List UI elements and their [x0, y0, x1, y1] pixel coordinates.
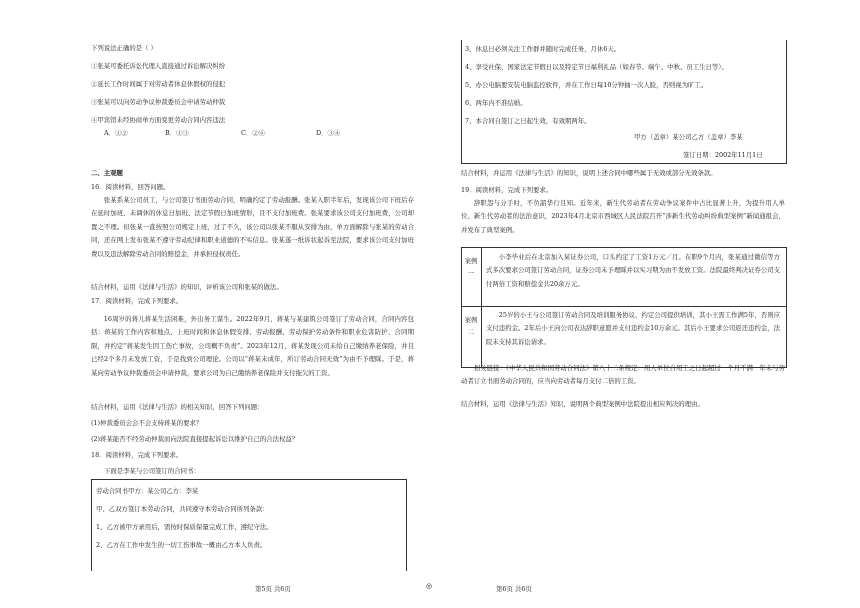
contract-line: 2、乙方在工作中发生的一切工伤事故一概由乙方本人负责。	[96, 541, 267, 549]
option-1: ①张某可委托诉讼代理人直接通过诉讼解决纠纷	[91, 62, 226, 70]
contract-line: 4、享受社保、国家法定节假日以及特定节日福利礼品（如春节、端午、中秋、员工生日等）。	[465, 63, 728, 71]
choice-a: A．①②	[104, 129, 128, 137]
contract-line: 甲、乙双方签订本劳动合同，共同遵守本劳动合同所列条款：	[96, 505, 269, 513]
q17-sub1: (1)仲裁委员会会不会支持蒋某的要求？	[91, 419, 203, 427]
q15-stem: 下列说法正确的是（ ）	[91, 44, 157, 52]
q18-intro: 下面是李某与公司签订的合同书：	[104, 467, 200, 475]
contract-line: 7、本合同自签订之日起生效，有效期两年。	[465, 117, 591, 125]
q16-title: 16．阅读材料，回答问题。	[91, 183, 170, 191]
center-mark: ◎	[426, 582, 433, 590]
contract-line: 3、休息日必须关注工作群并随时完成任务，月休6天。	[465, 45, 621, 53]
q16-material: 张某系某公司员工，与公司签订书面劳动合同，明确约定了劳动报酬。张某入职半年后，发现该公司下班后存在延时加班、未调休的休息日加班、法定节假日加班情形，且不支付加班费。张某要求该公司支付加班费，公司却置之不理。但张某一直按照公司规定上班，过了不久，该公司以张某不服从安排为由，单方面解除与张某的劳动合同，还在网上发布张某不遵守劳动纪律和职业道德的不实信息。张某遂一纸诉状起诉至法院，要求该公司支付加班费以及违法解除劳动合同的赔偿金，并承担侵权责任。	[91, 196, 414, 258]
q17-material: 16周岁的蒋儿蒋某生活困难，外出务工谋生。2022年9月，蒋某与某建筑公司签订了劳动合同，合同内容包括：蒋某的工作内容和地点、上班时间和休息休假安排、劳动报酬、劳动保护劳动条件和职业危害防护、合同期限，并约定“蒋某发生因工伤亡事故，公司概不负责”。2023年12月，蒋某发现公司未给自己缴纳养老保险，并且已经2个多月未发放工资，于是找到公司理论。公司以“蒋某未成年，所订劳动合同无效”为由不予理睬。于是，蒋某向劳动争议仲裁委员会申请仲裁，要求公司为自己缴纳养老保险并支付拖欠的工资。	[91, 315, 414, 377]
option-2: ②延长工作时间属于对劳动者休息休假权的侵犯	[91, 80, 226, 88]
contract-line: 1、乙方被甲方录用后，需按时保质保量完成工作，遵纪守法。	[96, 523, 273, 531]
contract-signature: 甲方（盖章）某公司乙方（盖章）李某	[634, 133, 743, 141]
q18-title: 18．阅读材料，完成下列要求。	[91, 451, 183, 459]
contract-line: 6、两年内不准结婚。	[465, 99, 527, 107]
q17-ask: 结合材料，运用《法律与生活》的相关知识，回答下列问题：	[91, 403, 264, 411]
case2-text: 25岁的小王与公司签订劳动合同及培训服务协议，约定公司提供培训，其小王需工作满5年，否则应支付违约金。2年后小王向公司表达辞职意愿并支付违约金10万余元。其后小王要求公司返还违约金，法院未支持其诉讼请求。	[486, 311, 780, 346]
choice-d: D．③④	[316, 129, 341, 137]
q19-title: 19．阅读材料，完成下列要求。	[461, 186, 553, 194]
choice-b: B．①③	[165, 129, 189, 137]
contract-line: 劳动合同书甲方：某公司乙方：李某	[96, 487, 199, 495]
contract-line: 5、办公电脑要安装电脑监控软件，并在工作日每10分钟抽一次人脸，否则视为旷工。	[465, 81, 708, 89]
q18-ask: 结合材料，并运用《法律与生活》的知识，说明上述合同中哪些属于无效或部分无效条款。	[461, 169, 717, 177]
q19-link: 相关链接：《中华人民共和国劳动合同法》第八十二条规定：用人单位自用工之日起超过一个月不满一年未与劳动者订立书面劳动合同的，应当向劳动者每月支付二倍的工资。	[461, 364, 785, 386]
q17-title: 17．阅读材料，完成下列要求。	[91, 297, 183, 305]
choice-c: C．②④	[241, 129, 266, 137]
contract-date: 签订日期：2002年11月1日	[683, 151, 763, 159]
case1-label: 案例一	[464, 257, 478, 277]
option-3: ③张某可以向劳动争议仲裁委员会申请劳动仲裁	[91, 98, 226, 106]
case2-label: 案例二	[464, 316, 478, 336]
page-number: 第5页 共6页	[255, 585, 291, 593]
section-title: 二、主观题	[91, 169, 123, 177]
case1-text: 小李毕业后在北京加入某证券公司，口头约定了工资1万元／月。在职9个月内，张某通过微信等方式多次要求公司签订劳动合同，证券公司未予理睬并以实习期为由不发放工资。法院最终判决证券公司支付两倍工资和赔偿金共20余万元。	[486, 253, 780, 288]
option-4: ④甲宾馆未经协商单方面变更劳动合同内容违法	[91, 116, 226, 124]
right-page	[430, 0, 860, 608]
q19-ask: 结合材料，运用《法律与生活》知识，说明两个典型案例中法院提出相应判决的理由。	[461, 400, 704, 408]
q17-sub2: (2)蒋某能否不经劳动仲裁而向法院直接提起诉讼以维护自己的合法权益？	[91, 435, 299, 443]
page-number: 第6页 共6页	[496, 585, 532, 593]
q16-ask: 结合材料，运用《法律与生活》的知识，评析该公司和张某的做法。	[91, 283, 283, 291]
q19-material: 辞职怨与分手时，不负韶华行且知。近年来，新生代劳动者在劳动争议案件中占比显著上升，为提升用人单位、新生代劳动者的法治意识，2023年4月北京市西城区人民法院召开“涉新生代劳动纠纷典型案例”新闻通报会，并发布了典型案例。	[461, 199, 785, 234]
